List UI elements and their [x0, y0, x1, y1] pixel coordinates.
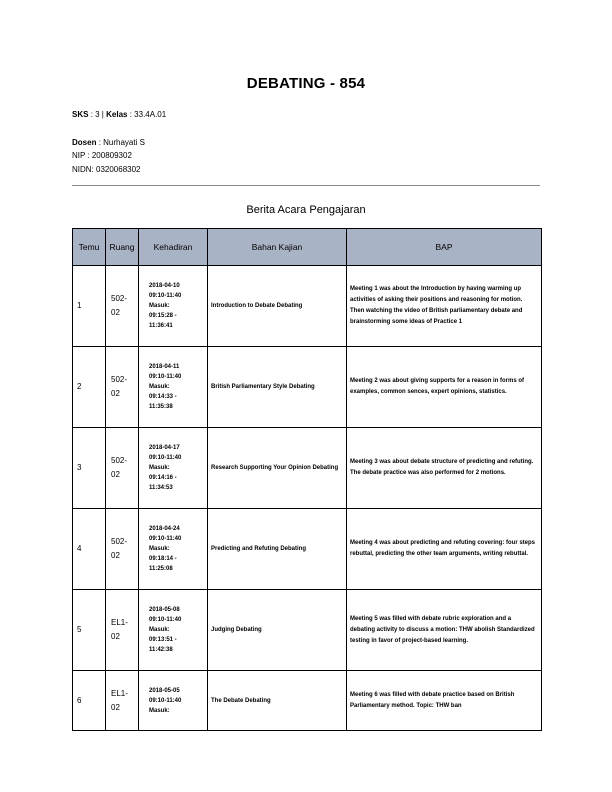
kehadiran-date: 2018-04-10: [149, 283, 180, 289]
cell-temu: 1: [73, 266, 106, 347]
bap-table: [72, 228, 542, 731]
header-bap: BAP: [347, 229, 542, 266]
ruang-line: 502-: [111, 537, 128, 546]
sks-label: SKS: [72, 110, 89, 119]
cell-ruang: [106, 590, 139, 671]
ruang-line: 02: [111, 632, 120, 641]
kelas-label: Kelas: [106, 110, 128, 119]
kehadiran-schedule: 09:10-11:40: [149, 536, 182, 542]
ruang-line: EL1-: [111, 618, 128, 627]
table-row: [73, 266, 542, 347]
kehadiran-schedule: 09:10-11:40: [149, 455, 182, 461]
kehadiran-out: 11:36:41: [149, 323, 173, 329]
cell-ruang: [106, 428, 139, 509]
kehadiran-date: 2018-04-11: [149, 364, 180, 370]
sks-value: : 3 |: [90, 110, 104, 119]
kehadiran-in: 09:14:33 -: [149, 394, 177, 400]
course-title: DEBATING - 854: [246, 75, 366, 92]
dosen-label: Dosen: [72, 138, 97, 147]
cell-temu: 4: [73, 509, 106, 590]
kehadiran-date: 2018-04-24: [149, 526, 180, 532]
cell-kehadiran: [139, 671, 208, 731]
cell-bap: Meeting 3 was about debate structure of predicting and refuting. The debate practice was also performed for 2 motions.: [347, 428, 542, 509]
table-header-row: [73, 229, 542, 266]
kehadiran-out: 11:34:53: [149, 485, 173, 491]
divider-rule: [72, 185, 540, 186]
cell-bap: Meeting 5 was filled with debate rubric exploration and a debating activity to discuss a motion: THW abolish Standardized testing in favor of project-based learning.: [347, 590, 542, 671]
cell-bahan-kajian: Predicting and Refuting Debating: [208, 509, 347, 590]
kehadiran-out: 11:42:38: [149, 647, 173, 653]
cell-ruang: [106, 671, 139, 731]
ruang-line: EL1-: [111, 688, 128, 698]
cell-kehadiran: [139, 509, 208, 590]
kehadiran-in: 09:15:28 -: [149, 313, 177, 319]
cell-bahan-kajian: Judging Debating: [208, 590, 347, 671]
ruang-line: 02: [111, 702, 120, 712]
kehadiran-date: 2018-05-08: [149, 607, 180, 613]
kehadiran-label: Masuk:: [149, 303, 170, 309]
cell-bap: Meeting 6 was filled with debate practice based on British Parliamentary method. Topic: THW ban: [347, 671, 542, 731]
cell-kehadiran: [139, 266, 208, 347]
cell-temu: 3: [73, 428, 106, 509]
header-kehadiran: Kehadiran: [139, 229, 208, 266]
ruang-line: 502-: [111, 294, 128, 303]
kehadiran-label: Masuk:: [149, 707, 170, 714]
kehadiran-date: 2018-05-05: [149, 687, 180, 694]
table-row: [73, 590, 542, 671]
kelas-value: : 33.4A.01: [129, 110, 167, 119]
ruang-line: 502-: [111, 375, 128, 384]
cell-temu: 6: [73, 671, 106, 731]
kehadiran-in: 09:18:14 -: [149, 556, 177, 562]
header-ruang: Ruang: [106, 229, 139, 266]
kehadiran-label: Masuk:: [149, 384, 170, 390]
dosen-line: [72, 138, 145, 148]
table-row: [73, 428, 542, 509]
kehadiran-schedule: 09:10-11:40: [149, 293, 182, 299]
header-temu: Temu: [73, 229, 106, 266]
kehadiran-in: 09:14:16 -: [149, 475, 177, 481]
cell-kehadiran: [139, 347, 208, 428]
cell-ruang: [106, 266, 139, 347]
ruang-line: 02: [111, 389, 120, 398]
kehadiran-out: 11:25:08: [149, 566, 173, 572]
kehadiran-schedule: 09:10-11:40: [149, 374, 182, 380]
table-row: [73, 509, 542, 590]
table-row: [73, 347, 542, 428]
header-bahan-kajian: Bahan Kajian: [208, 229, 347, 266]
kehadiran-in: 09:13:51 -: [149, 637, 177, 643]
dosen-value: : Nurhayati S: [98, 138, 145, 147]
ruang-line: 02: [111, 470, 120, 479]
cell-temu: 2: [73, 347, 106, 428]
cell-bahan-kajian: Introduction to Debate Debating: [208, 266, 347, 347]
sks-kelas-line: [72, 110, 166, 120]
cell-temu: 5: [73, 590, 106, 671]
nidn-line: NIDN: 0320068302: [72, 165, 141, 174]
cell-bahan-kajian: Research Supporting Your Opinion Debating: [208, 428, 347, 509]
kehadiran-schedule: 09:10-11:40: [149, 617, 182, 623]
kehadiran-date: 2018-04-17: [149, 445, 180, 451]
nip-line: NIP : 200809302: [72, 151, 132, 160]
kehadiran-schedule: 09:10-11:40: [149, 697, 182, 704]
ruang-line: 02: [111, 308, 120, 317]
cell-bap: Meeting 4 was about predicting and refuting covering: four steps rebuttal, predicting the other team arguments, writing rebuttal.: [347, 509, 542, 590]
cell-kehadiran: [139, 428, 208, 509]
cell-bahan-kajian: British Parliamentary Style Debating: [208, 347, 347, 428]
cell-bahan-kajian: The Debate Debating: [208, 671, 347, 731]
report-subtitle: Berita Acara Pengajaran: [246, 204, 366, 216]
ruang-line: 02: [111, 551, 120, 560]
cell-ruang: [106, 347, 139, 428]
cell-bap: Meeting 1 was about the Introduction by having warming up activities of asking their positions and reasoning for motion. Then watching the video of British parliamentary debate and brainstorming some ideas of Practice 1: [347, 266, 542, 347]
cell-bap: Meeting 2 was about giving supports for a reason in forms of examples, common sences, expert opinions, statistics.: [347, 347, 542, 428]
cell-kehadiran: [139, 590, 208, 671]
kehadiran-label: Masuk:: [149, 465, 170, 471]
ruang-line: 502-: [111, 456, 128, 465]
kehadiran-out: 11:35:38: [149, 404, 173, 410]
cell-ruang: [106, 509, 139, 590]
kehadiran-label: Masuk:: [149, 546, 170, 552]
table-row: [73, 671, 542, 731]
kehadiran-label: Masuk:: [149, 627, 170, 633]
